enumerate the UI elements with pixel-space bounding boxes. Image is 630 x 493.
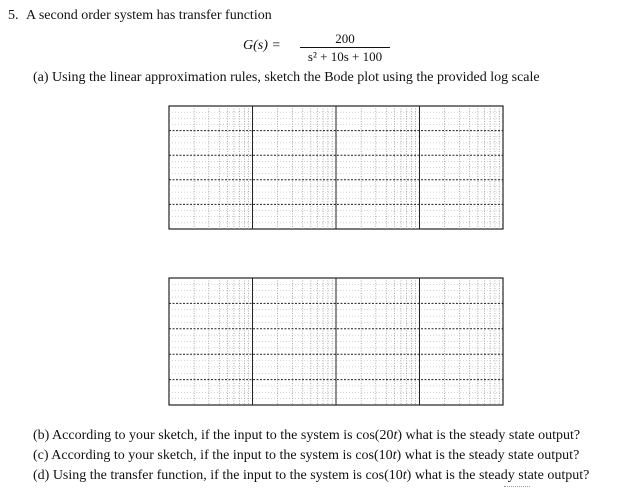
transfer-function-fraction: [300, 31, 390, 64]
problem-number: 5.: [8, 8, 19, 23]
problem-statement: A second order system has transfer function: [26, 8, 272, 23]
transfer-function-lhs: G(s) =: [243, 38, 281, 53]
tf-numerator: 200: [335, 31, 355, 46]
bode-magnitude-grid[interactable]: [166, 104, 506, 232]
part-a: (a) Using the linear approximation rules, sketch the Bode plot using the provided log scale: [33, 70, 540, 85]
page-edge-mark: [504, 486, 530, 492]
tf-denominator: s² + 10s + 100: [307, 49, 383, 64]
part-c: (c) According to your sketch, if the input to the system is cos(10t) what is the steady state output?: [33, 448, 580, 463]
fraction-bar: [300, 47, 390, 48]
part-b: (b) According to your sketch, if the input to the system is cos(20t) what is the steady state output?: [33, 428, 581, 443]
bode-phase-grid[interactable]: [166, 276, 506, 408]
part-d: (d) Using the transfer function, if the input to the system is cos(10t) what is the steady state output?: [33, 468, 590, 483]
